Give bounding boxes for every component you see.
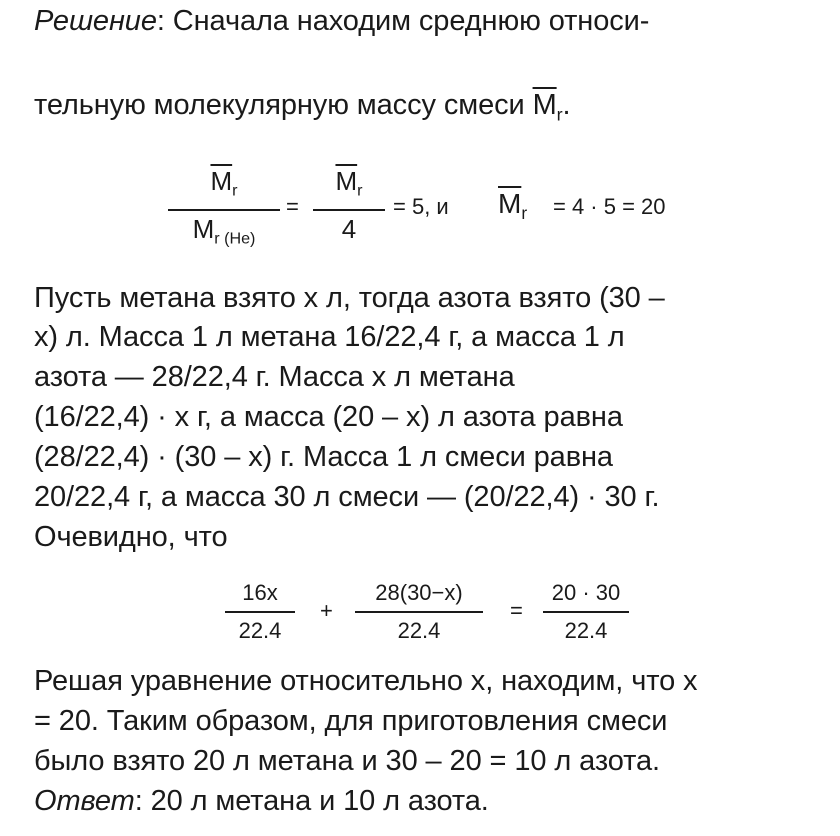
body-line-1: Пусть метана взято x л, тогда азота взято (30 –: [34, 282, 665, 314]
answer-label: Ответ: [34, 785, 135, 817]
conclusion-line-3: было взято 20 л метана и 30 – 20 = 10 л азота.: [34, 745, 660, 777]
formula-mass-balance: [225, 578, 645, 658]
body-line-6: 20/22,4 г, а масса 30 л смеси — (20/22,4) · 30 г.: [34, 481, 660, 513]
equals-5: = 5, и: [393, 194, 449, 219]
fraction-20x30: 20 · 30 22.4: [543, 578, 629, 646]
fraction-mr-over-4: $\overline{M}_r$ 4: [313, 166, 385, 244]
mr-result: = 4 · 5 = 20: [553, 194, 666, 219]
mr-symbol: $\overline{M}_r$: [498, 188, 528, 224]
fraction-16x: 16x 22.4: [225, 578, 295, 646]
equals-sign-2: =: [510, 598, 523, 623]
body-line-2: x) л. Масса 1 л метана 16/22,4 г, а масса 1 л: [34, 321, 625, 353]
body-line-5: (28/22,4) · (30 – x) г. Масса 1 л смеси равна: [34, 441, 613, 473]
conclusion-line-2: = 20. Таким образом, для приготовления смеси: [34, 705, 668, 737]
conclusion-line-1: Решая уравнение относительно х, находим, что x: [34, 665, 698, 697]
body-line-3: азота — 28/22,4 г. Масса x л метана: [34, 361, 515, 393]
fraction-mr-over-mrhe: $\overline{M}_r$ $M_{r (He)}$: [168, 166, 280, 253]
intro-line-1: Решение: Сначала находим среднюю относи-: [34, 5, 650, 37]
intro-line-2: тельную молекулярную массу смеси $\overline{M}_r$.: [34, 89, 571, 125]
body-line-7: Очевидно, что: [34, 521, 228, 553]
body-line-4: (16/22,4) · x г, а масса (20 – x) л азота равна: [34, 401, 623, 433]
answer-line: Ответ: 20 л метана и 10 л азота.: [34, 785, 489, 817]
formula-mean-mass: [168, 166, 708, 266]
equals-sign: =: [286, 194, 299, 219]
plus-sign: +: [320, 598, 333, 623]
solution-label: Решение: [34, 5, 157, 37]
fraction-28: 28(30−x) 22.4: [355, 578, 483, 646]
